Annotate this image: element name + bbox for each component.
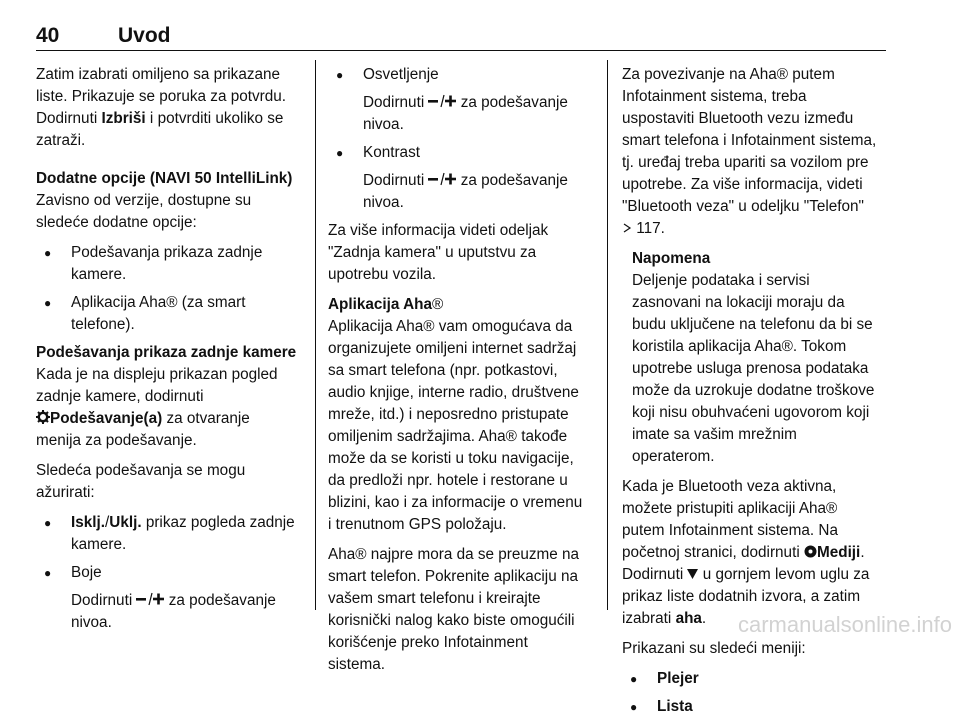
list-item: ● Plejer [622, 668, 890, 690]
media-icon [804, 544, 817, 561]
list-item: ● Osvetljenje [328, 64, 600, 86]
header-rule [36, 50, 886, 51]
paragraph: Prikazani su sledeći meniji: [622, 640, 806, 657]
gear-icon [36, 410, 50, 427]
section-heading: Podešavanja prikaza zadnje kamere [36, 344, 297, 361]
paragraph: Za povezivanje na Aha® putem Infotainment sistema, treba uspostaviti Bluetooth vezu između smart telefona i Infotainment sistema, tj. uređaj treba upariti sa vozilom pre upotrebe. Za više informacija, videti "Bluetooth veza" u odeljku "Telefon" 117. [622, 66, 877, 237]
paragraph: Kada je na displeju prikazan pogled zadnje kamere, dodirnuti Podešavanje(a) za otvaranje menija za podešavanje. [36, 366, 278, 449]
paragraph: Zavisno od verzije, dostupne su sledeće dodatne opcije: [36, 192, 252, 231]
page-number: 40 [36, 24, 60, 47]
list-item: ● Kontrast [328, 142, 600, 164]
paragraph: Aha® najpre mora da se preuzme na smart telefon. Pokrenite aplikaciju na vašem smart telefonu i kreirajte korisnički nalog kako biste omogućili korišćenje preko Infotainment sistema. [328, 546, 580, 673]
list-item: ● Boje [36, 562, 308, 584]
triangle-down-icon [687, 566, 698, 583]
column-divider [607, 60, 608, 610]
list-item-detail: Dodirnuti za podešavanje nivoa. [363, 94, 568, 133]
section-heading: Dodatne opcije (NAVI 50 IntelliLink) [36, 170, 293, 187]
column-2 [328, 64, 600, 684]
minus-plus-icon [428, 94, 456, 111]
paragraph: Aplikacija Aha® vam omogućava da organizujete omiljeni internet sadržaj sa smart telefona (npr. potkastovi, audio knjige, interne radio, društvene mreže, itd.) i neposredno pristupate omiljenim sadržajima. Aha® takođe može da se koristi u toku navigacije, da predloži npr. hotele i restorane u blizini, kao i za informacije o vremenu i trenutnom GPS položaju. [328, 318, 583, 533]
page-header [36, 24, 886, 52]
paragraph: Za više informacija videti odeljak "Zadnja kamera" u uputstvu za upotrebu vozila. [328, 222, 549, 283]
list-item: ● Lista [622, 696, 890, 718]
note-title: Napomena [632, 250, 711, 267]
list-item: ● Isklj./Uklj. prikaz pogleda zadnje kamere. [36, 512, 308, 556]
list-item-detail: Dodirnuti za podešavanje nivoa. [363, 172, 568, 211]
page-title: Uvod [118, 24, 171, 47]
paragraph: Sledeća podešavanja se mogu ažurirati: [36, 462, 246, 501]
page-ref-icon [622, 220, 632, 237]
paragraph: Kada je Bluetooth veza aktivna, možete pristupiti aplikaciji Aha® putem Infotainment sistema. Na početnoj stranici, dodirnuti Mediji. Dodirnuti u gornjem levom uglu za prikaz liste dodatnih izvora, a zatim izabrati aha. [622, 478, 870, 627]
column-divider [315, 60, 316, 610]
list-item-detail: Dodirnuti za podešavanje nivoa. [71, 592, 276, 631]
list-item: ● Aplikacija Aha® (za smart telefone). [36, 292, 308, 336]
watermark: carmanualsonline.info [737, 612, 952, 637]
paragraph: Zatim izabrati omiljeno sa prikazane liste. Prikazuje se poruka za potvrdu. Dodirnuti Izbriši i potvrditi ukoliko se zatraži. [36, 66, 286, 149]
minus-plus-icon [136, 592, 164, 609]
section-heading: Aplikacija Aha® [328, 296, 444, 313]
column-1 [36, 64, 308, 640]
minus-plus-icon [428, 172, 456, 189]
list-item: ● Podešavanja prikaza zadnje kamere. [36, 242, 308, 286]
note-box: Napomena Deljenje podataka i servisi zasnovani na lokaciji moraju da budu uključene na telefonu da bi se koristila aplikacija Aha®. Tokom upotrebe usluga prenosa podataka može da uzrokuje dodatne troškove koji nisu obuhvaćeni ugovorom koji imate sa vašim mrežnim operaterom. [622, 248, 890, 468]
